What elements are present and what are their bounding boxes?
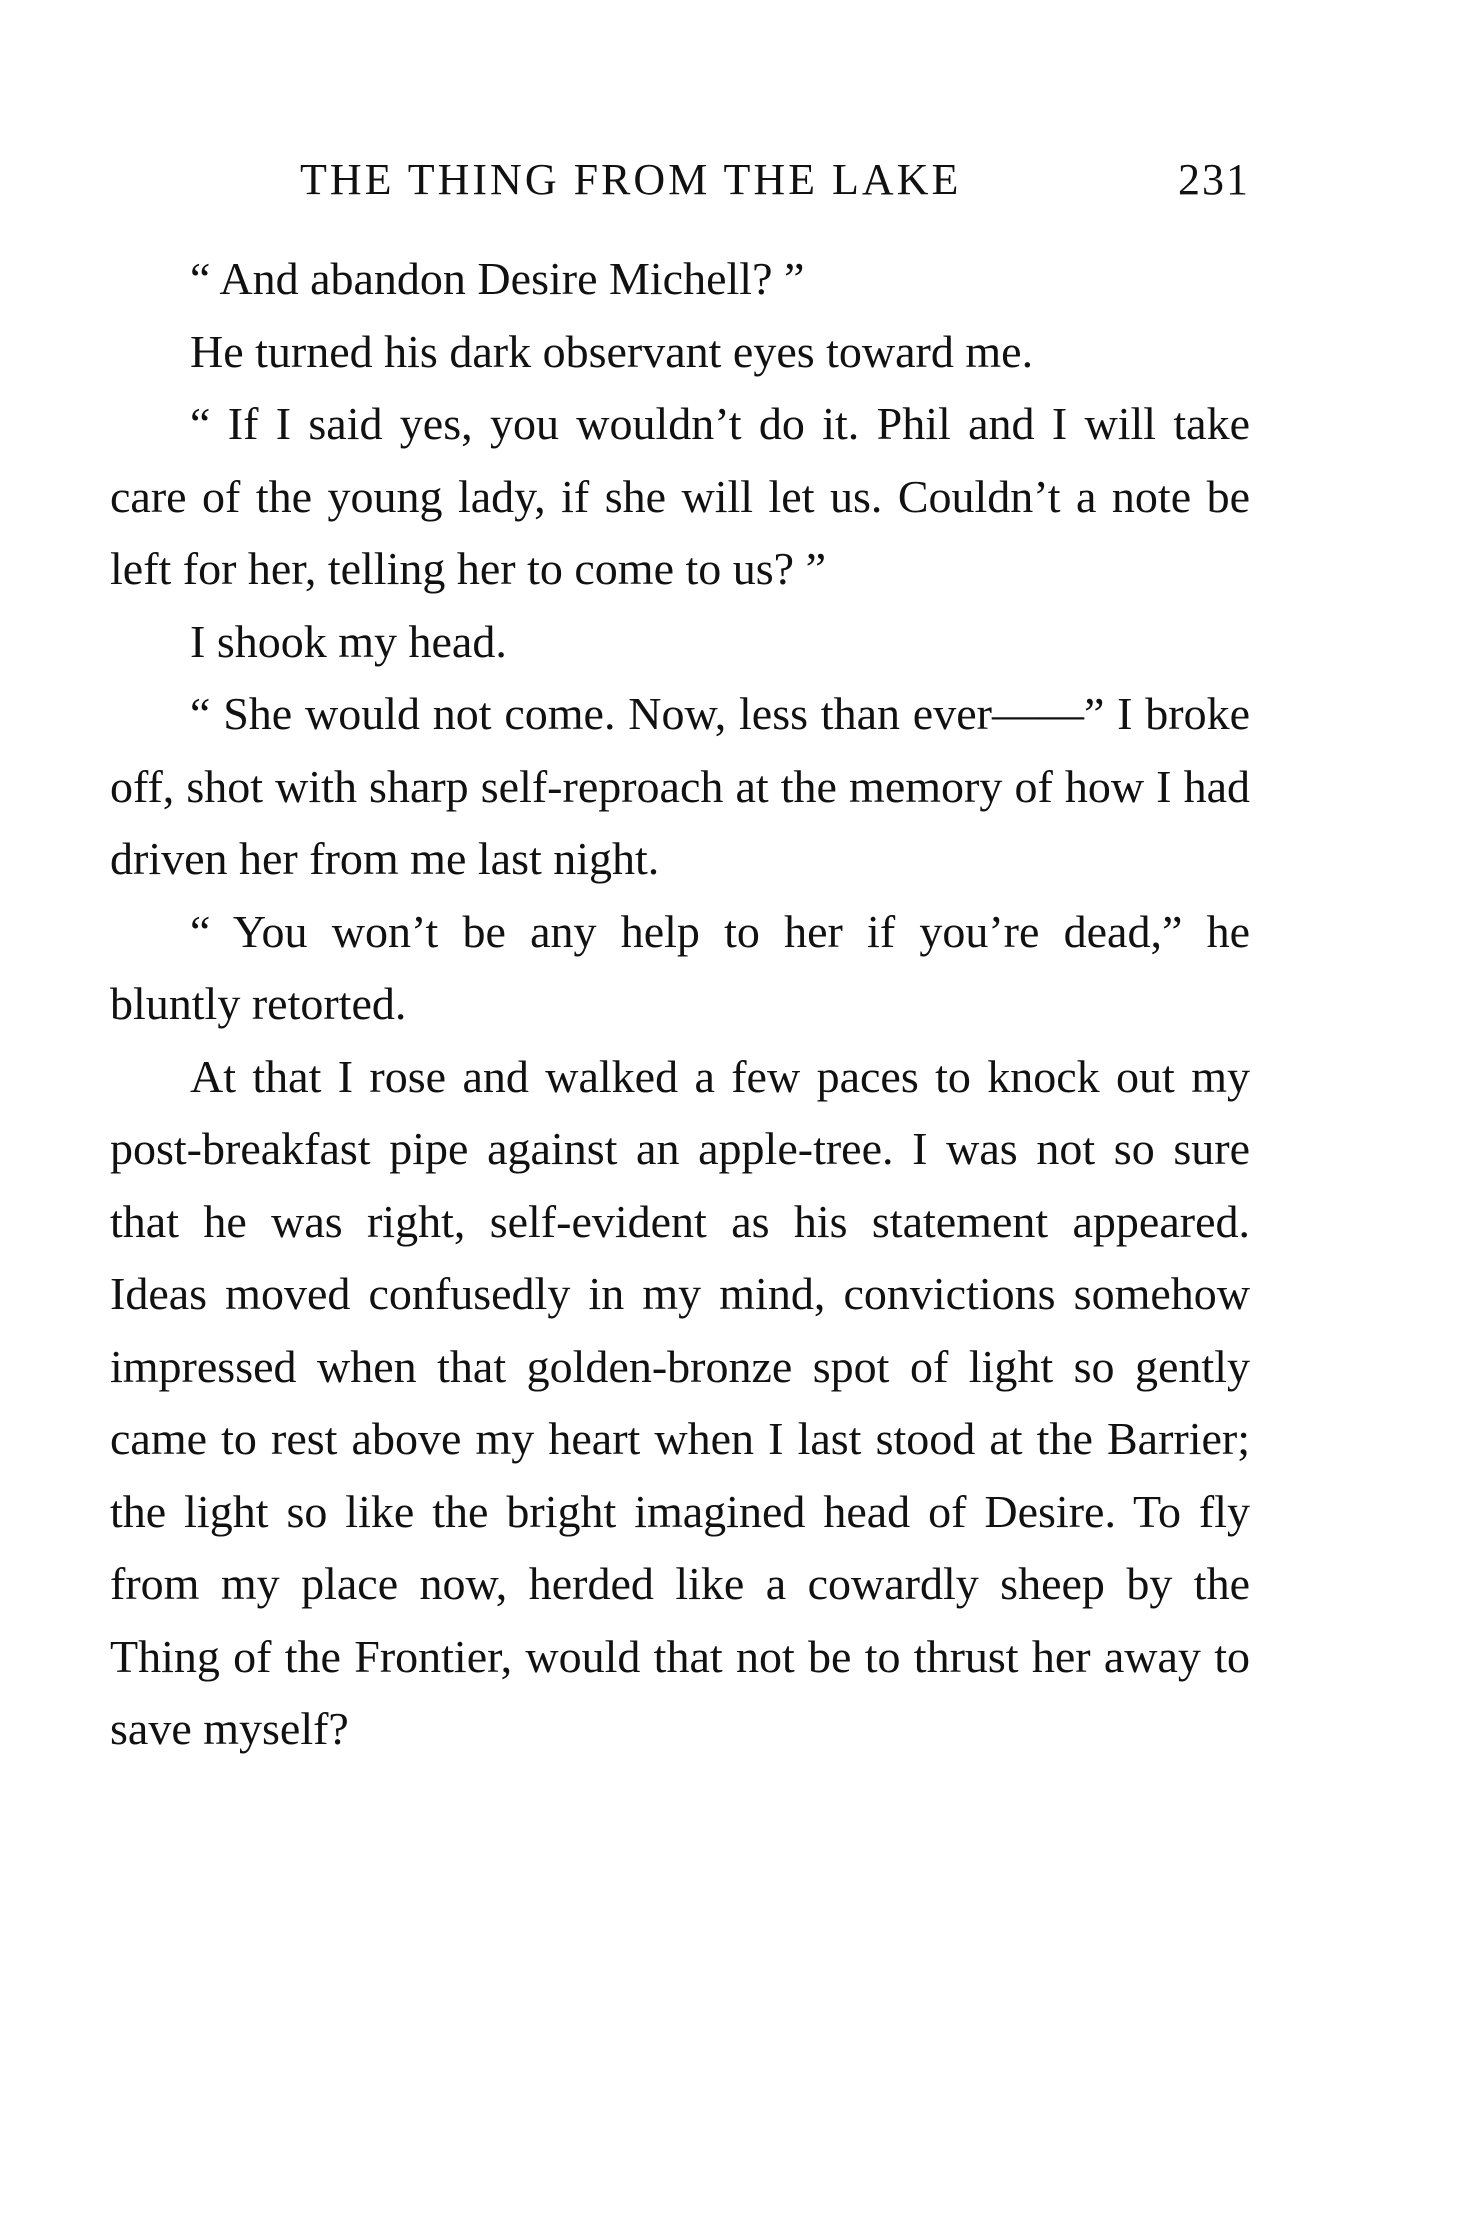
paragraph: “ You won’t be any help to her if you’re dead,” he bluntly retorted. (110, 905, 1250, 1029)
paragraph: He turned his dark observant eyes toward me. (190, 325, 1034, 377)
paragraph: I shook my head. (190, 615, 507, 667)
running-title: THE THING FROM THE LAKE (300, 155, 962, 204)
paragraph: “ She would not come. Now, less than ever——” I broke off, shot with sharp self-reproach at the memory of how I had driven her from me last night. (110, 688, 1250, 884)
paragraph: At that I rose and walked a few paces to knock out my post-breakfast pipe against an apple-tree. I was not so sure that he was right, self-evident as his statement appeared. Ideas moved confusedly in my mind, convictions somehow impressed when that golden-bronze spot of light so gently came to rest above my heart when I last stood at the Barrier; the light so like the bright imagined head of Desire. To fly from my place now, herded like a cowardly sheep by the Thing of the Frontier, would that not be to thrust her away to save myself? (110, 1050, 1250, 1754)
paragraph: “ If I said yes, you wouldn’t do it. Phil and I will take care of the young lady, if she will let us. Couldn’t a note be left for her, telling her to come to us? ” (110, 398, 1250, 594)
body-text (110, 243, 1250, 1766)
page-number: 231 (1178, 155, 1250, 204)
paragraph: “ And abandon Desire Michell? ” (190, 253, 805, 304)
running-head (110, 150, 1250, 210)
